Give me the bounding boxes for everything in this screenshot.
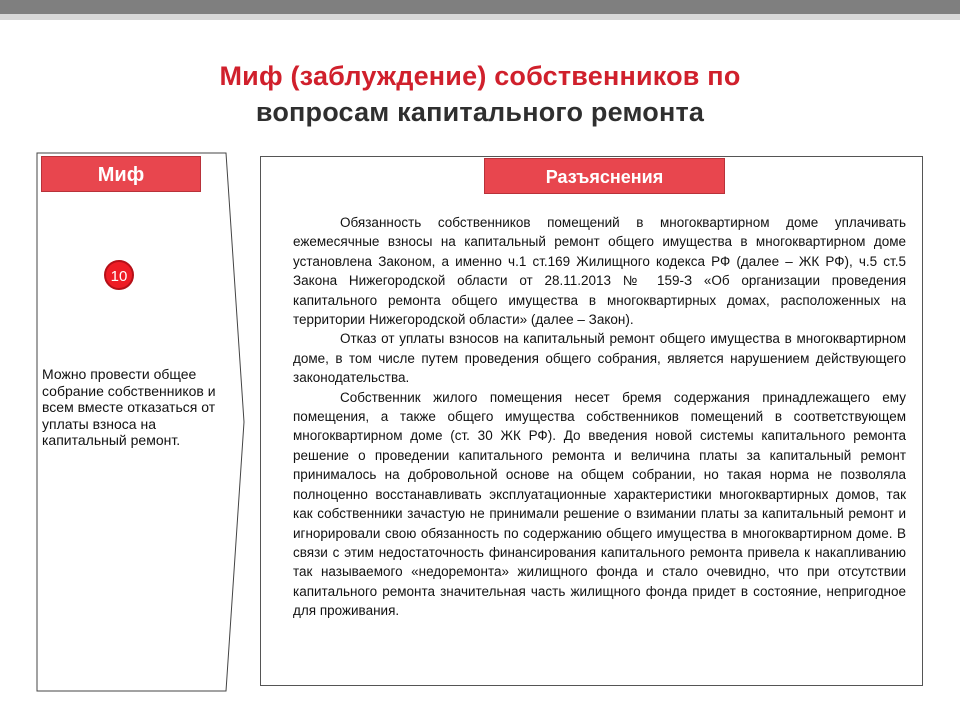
myth-header: Миф	[41, 156, 201, 192]
explanation-paragraph-3: Собственник жилого помещения несет бремя содержания принадлежащего ему помещения, а также общего имущества собственников помещений в соответствующем многоквартирном доме (ст. 30 ЖК РФ). До введения новой системы капитального ремонта решение о проведении капитального ремонта и величина платы за капитальный ремонт принималось на добровольной основе на общем собрании, но такая норма не позволяла полноценно восстанавливать эксплуатационные характеристики многоквартирных домов, так как собственники зачастую не принимали решение о взимании платы за капитальный ремонт и игнорировали свою обязанность по содержанию общего имущества в многоквартирном доме. В связи с этим недостаточность финансирования капитального ремонта привела к накапливанию так называемого «недоремонта» жилищного фонда и стало очевидно, что при отсутствии капитального ремонта значительная часть жилищного фонда придет в состояние, непригодное для проживания.	[293, 389, 906, 619]
explanation-header: Разъяснения	[484, 158, 725, 194]
slide-title-line2: вопросам капитального ремонта	[255, 97, 705, 127]
slide-title	[60, 58, 900, 130]
explanation-panel	[260, 156, 923, 686]
explanation-paragraph-2: Отказ от уплаты взносов на капитальный ремонт общего имущества в многоквартирном доме, в том числе путем проведения общего собрания, является нарушением действующего законодательства.	[293, 331, 906, 386]
myth-number-badge: 10	[104, 260, 134, 290]
top-bar	[0, 0, 960, 20]
explanation-body	[293, 213, 906, 621]
explanation-paragraph-1: Обязанность собственников помещений в многоквартирном доме уплачивать ежемесячные взносы на капитальный ремонт общего имущества в многоквартирном доме установлена Законом, а именно ч.1 ст.169 Жилищного кодекса РФ (далее – ЖК РФ), ч.5 ст.5 Закона Нижегородской области от 28.11.2013 № 159-З «Об организации проведения капитального ремонта общего имущества в многоквартирных домах, расположенных на территории Нижегородской области» (далее – Закон).	[293, 215, 906, 328]
myth-text: Можно провести общее собрание собственников и всем вместе отказаться от уплаты взноса на капитальный ремонт.	[42, 366, 216, 448]
myth-panel	[36, 152, 246, 692]
top-bar-stripe	[0, 14, 960, 20]
slide-title-line1: Миф (заблуждение) собственников по	[219, 61, 741, 91]
